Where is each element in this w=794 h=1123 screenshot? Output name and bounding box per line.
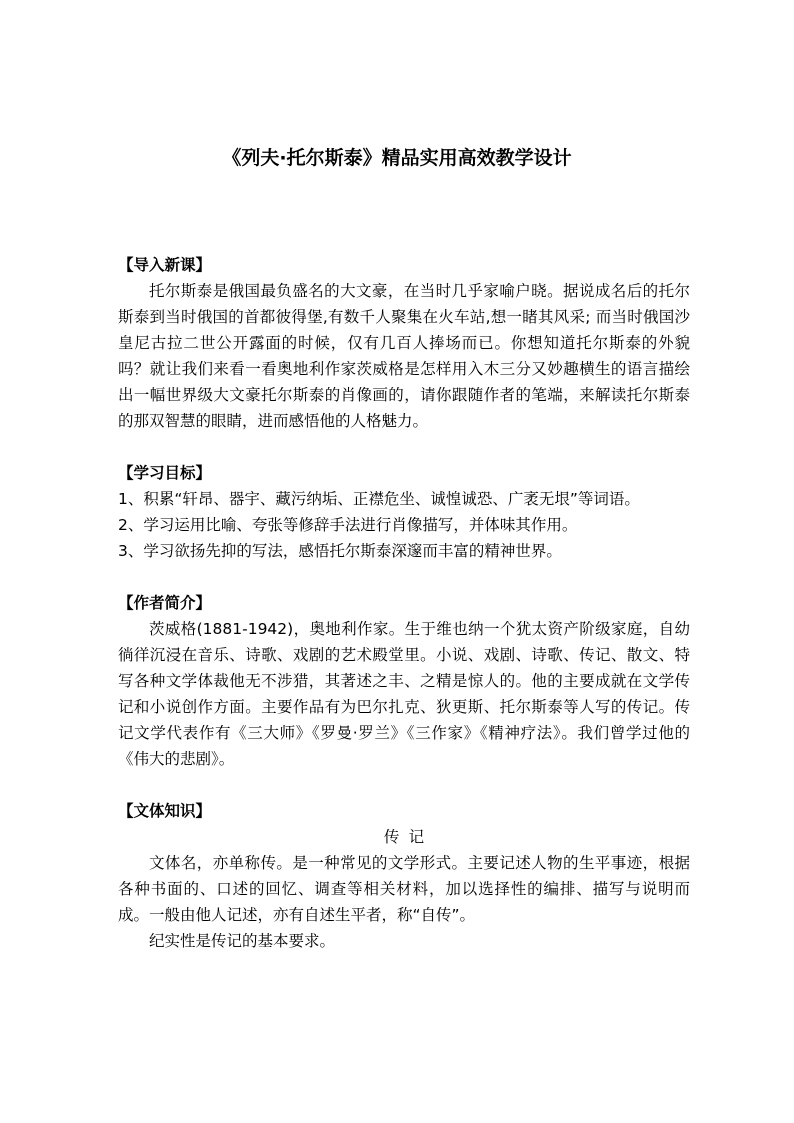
section-spacer <box>118 434 690 460</box>
section-intro <box>118 252 690 434</box>
document-title: 《列夫·托尔斯泰》精品实用高效教学设计 <box>222 147 572 169</box>
goal-item-1: 1、积累“轩昂、器宇、藏污纳垢、正襟危坐、诚惶诚恐、广袤无垠”等词语。 <box>118 490 640 508</box>
section-heading-author: 【作者简介】 <box>118 594 212 612</box>
intro-paragraph: 托尔斯泰是俄国最负盛名的大文豪，在当时几乎家喻户晓。据说成名后的托尔斯泰到当时俄国的首都彼得堡,有数千人聚集在火车站,想一睹其风采; 而当时俄国沙皇尼古拉二世公开露面的时候，仅有几百人捧场而已。你想知道托尔斯泰的外貌吗？就让我们来看一看奥地利作家茨威格是怎样用入木三分又妙趣横生的语言描绘出一幅世界级大文豪托尔斯泰的肖像画的，请你跟随作者的笔端，来解读托尔斯泰的那双智慧的眼睛，进而感悟他的人格魅力。 <box>118 282 690 430</box>
section-spacer <box>118 772 690 798</box>
section-goals <box>118 460 690 564</box>
goal-item-2: 2、学习运用比喻、夸张等修辞手法进行肖像描写，并体味其作用。 <box>118 516 578 534</box>
goal-item-3: 3、学习欲扬先抑的写法，感悟托尔斯泰深邃而丰富的精神世界。 <box>118 542 562 560</box>
section-author <box>118 590 690 772</box>
section-genre <box>118 798 690 954</box>
section-heading-genre: 【文体知识】 <box>118 802 212 820</box>
section-heading-intro: 【导入新课】 <box>118 256 212 274</box>
genre-paragraph-1: 文体名，亦单称传。是一种常见的文学形式。主要记述人物的生平事迹，根据各种书面的、口述的回忆、调查等相关材料，加以选择性的编排、描写与说明而成。一般由他人记述，亦有自述生平者，称“自传”。 <box>118 854 690 924</box>
genre-subtitle: 传记 <box>383 828 434 846</box>
author-paragraph: 茨威格(1881-1942)，奥地利作家。生于维也纳一个犹太资产阶级家庭，自幼徜徉沉浸在音乐、诗歌、戏剧的艺术殿堂里。小说、戏剧、诗歌、传记、散文、特写各种文学体裁他无不涉猎，其著述之丰、之精是惊人的。他的主要成就在文学传记和小说创作方面。主要作品有为巴尔扎克、狄更斯、托尔斯泰等人写的传记。传记文学代表作有《三大师》《罗曼·罗兰》《三作家》《精神疗法》。我们曾学过他的《伟大的悲剧》。 <box>118 620 690 768</box>
genre-paragraph-2: 纪实性是传记的基本要求。 <box>149 932 336 950</box>
section-heading-goals: 【学习目标】 <box>118 464 212 482</box>
section-spacer <box>118 564 690 590</box>
document-body <box>118 252 690 954</box>
